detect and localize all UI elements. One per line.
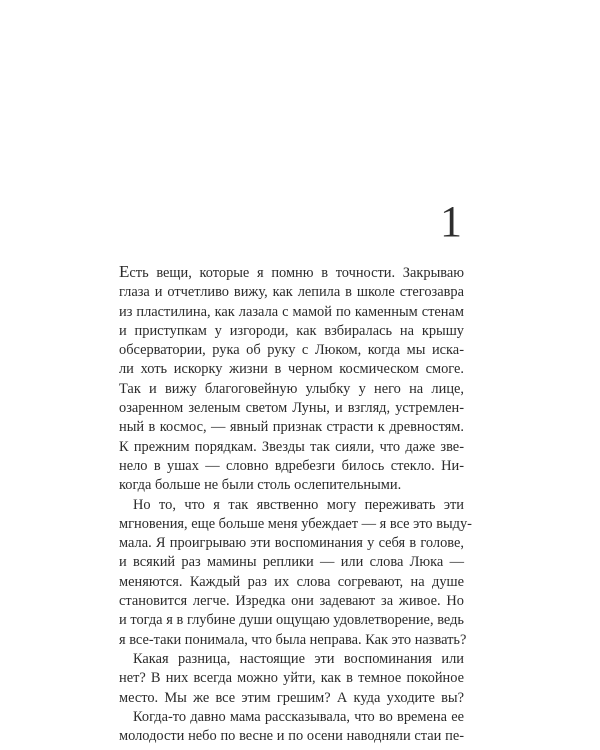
text-line: глаза и отчетливо вижу, как лепила в школе стегозавра	[119, 284, 464, 301]
text-line: Так и вижу благоговейную улыбку у него на лице,	[119, 380, 464, 397]
text-line: Но то, что я так явственно могу переживать эти	[133, 496, 464, 513]
text-line: нет? В них всегда можно уйти, как в темное покойное	[119, 670, 464, 687]
text-line: Какая разница, настоящие эти воспоминания или	[133, 650, 464, 667]
text-line: ный в космос, — явный признак страсти к древностям.	[119, 419, 464, 436]
text-line: Когда-то давно мама рассказывала, что во времена ее	[133, 708, 464, 725]
chapter-text	[119, 262, 472, 746]
initial-letter: Е	[119, 262, 130, 281]
paragraph	[119, 708, 464, 747]
text-line: когда больше не были столь ослепительными.	[119, 477, 402, 494]
text-line: мала. Я проигрываю эти воспоминания у себя в голове,	[119, 535, 464, 552]
paragraph	[119, 496, 472, 650]
text-line: меняются. Каждый раз их слова согревают, на душе	[119, 573, 464, 590]
paragraph	[119, 650, 464, 708]
text-line: я все-таки понимала, что была неправа. Как это назвать?	[119, 631, 467, 648]
text-line: из пластилина, как лазала с мамой по каменным стенам	[119, 303, 464, 320]
chapter-number: 1	[440, 197, 462, 246]
text-line: Есть вещи, которые я помню в точности. Закрываю	[119, 262, 464, 281]
text-line: обсерватории, рука об руку с Люком, когда мы иска-	[119, 342, 464, 359]
text-line: ли хоть искорку жизни в черном космическом смоге.	[119, 361, 464, 378]
text-line: становится легче. Изредка они задевают за живое. Но	[119, 593, 464, 610]
text-line: и приступкам у изгороди, как взбиралась на крышу	[119, 322, 464, 339]
text-line: озаренном зеленым светом Луны, и взгляд, устремлен-	[119, 400, 464, 417]
text-line: место. Мы же все этим грешим? А куда уходите вы?	[119, 689, 464, 706]
paragraph	[119, 262, 464, 496]
text-line: К прежним порядкам. Звезды так сияли, что даже зве-	[119, 438, 464, 455]
text-line: мгновения, еще больше меня убеждает — я все это выду-	[119, 515, 472, 532]
text-line: нело в ушах — словно вдребезги билось стекло. Ни-	[119, 457, 464, 474]
text-line: и тогда я в глубине души ощущаю удовлетворение, ведь	[119, 612, 464, 629]
text-line: и всякий раз мамины реплики — или слова Люка —	[119, 554, 464, 571]
text-line: молодости небо по весне и по осени наводняли стаи пе-	[119, 728, 464, 745]
